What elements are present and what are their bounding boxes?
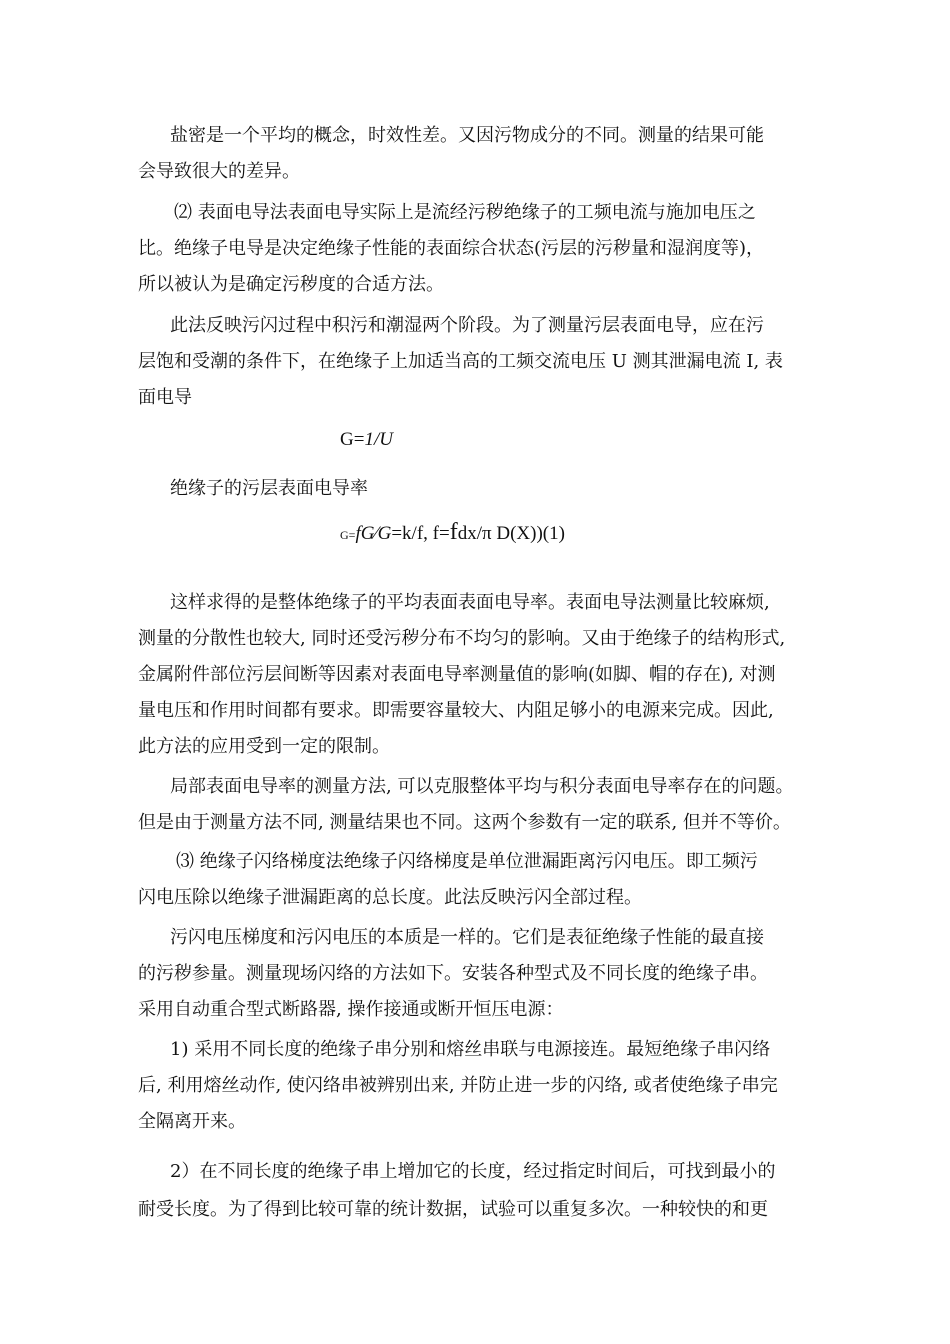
text-line: 污闪电压梯度和污闪电压的本质是一样的。它们是表征绝缘子性能的最直接 [170, 927, 764, 948]
text-line: 盐密是一个平均的概念，时效性差。又因污物成分的不同。测量的结果可能 [170, 125, 764, 146]
text-line: 量电压和作用时间都有要求。即需要容量较大、内阻足够小的电源来完成。因此, [138, 700, 774, 721]
text-line: 2）在不同长度的绝缘子串上增加它的长度，经过指定时间后，可找到最小的 [170, 1161, 776, 1182]
text-line: 全隔离开来。 [138, 1111, 246, 1132]
text-line: 1) 采用不同长度的绝缘子串分别和熔丝串联与电源接连。最短绝缘子串闪络 [170, 1039, 771, 1060]
formula-conductivity [340, 520, 565, 547]
text-line: 后, 利用熔丝动作, 使闪络串被辨别出来, 并防止进一步的闪络, 或者使绝缘子串完 [138, 1075, 778, 1096]
formula-conductance [340, 428, 393, 452]
text-line: 面电导 [138, 387, 192, 408]
text-line: 比。绝缘子电导是决定绝缘子性能的表面综合状态(污层的污秽量和湿润度等)， [138, 238, 765, 259]
text-line: 此法反映污闪过程中积污和潮湿两个阶段。为了测量污层表面电导，应在污 [170, 315, 764, 336]
formula-part: D(X)) [491, 523, 543, 544]
pi-symbol: π [482, 523, 492, 544]
text-line: 的污秽参量。测量现场闪络的方法如下。安装各种型式及不同长度的绝缘子串。 [138, 963, 768, 984]
equation-number: (1) [542, 523, 565, 544]
formula-part: fG⁄G [355, 523, 392, 544]
formula-part: G= [340, 528, 356, 542]
text-line: 这样求得的是整体绝缘子的平均表面表面电导率。表面电导法测量比较麻烦, [170, 592, 770, 613]
text-line: 但是由于测量方法不同, 测量结果也不同。这两个参数有一定的联系, 但并不等价。 [138, 812, 791, 833]
text-line: 采用自动重合型式断路器, 操作接通或断开恒压电源： [138, 999, 564, 1020]
text-line: 绝缘子的污层表面电导率 [170, 478, 368, 499]
formula-part: G= [340, 429, 365, 450]
text-line: 层饱和受潮的条件下，在绝缘子上加适当高的工频交流电压 U 测其泄漏电流 I, 表 [138, 351, 783, 372]
text-line: ⑶ 绝缘子闪络梯度法绝缘子闪络梯度是单位泄漏距离污闪电压。即工频污 [176, 851, 758, 872]
formula-part: 1/U [364, 429, 393, 450]
integral-symbol: f [449, 519, 458, 545]
text-line: 测量的分散性也较大, 同时还受污秽分布不均匀的影响。又由于绝缘子的结构形式, [138, 628, 786, 649]
text-line: 金属附件部位污层间断等因素对表面电导率测量值的影响(如脚、帽的存在), 对测 [138, 664, 776, 685]
text-line: 闪电压除以绝缘子泄漏距离的总长度。此法反映污闪全部过程。 [138, 887, 642, 908]
text-line: 局部表面电导率的测量方法, 可以克服整体平均与积分表面电导率存在的问题。 [170, 776, 794, 797]
text-line: ⑵ 表面电导法表面电导实际上是流经污秽绝缘子的工频电流与施加电压之 [174, 202, 756, 223]
text-line: 耐受长度。为了得到比较可靠的统计数据，试验可以重复多次。一种较快的和更 [138, 1199, 768, 1220]
text-line: 会导致很大的差异。 [138, 161, 300, 182]
text-line: 所以被认为是确定污秽度的合适方法。 [138, 274, 444, 295]
formula-part: dx/ [457, 523, 482, 544]
formula-part: =k/f, f= [391, 523, 450, 544]
text-line: 此方法的应用受到一定的限制。 [138, 736, 390, 757]
